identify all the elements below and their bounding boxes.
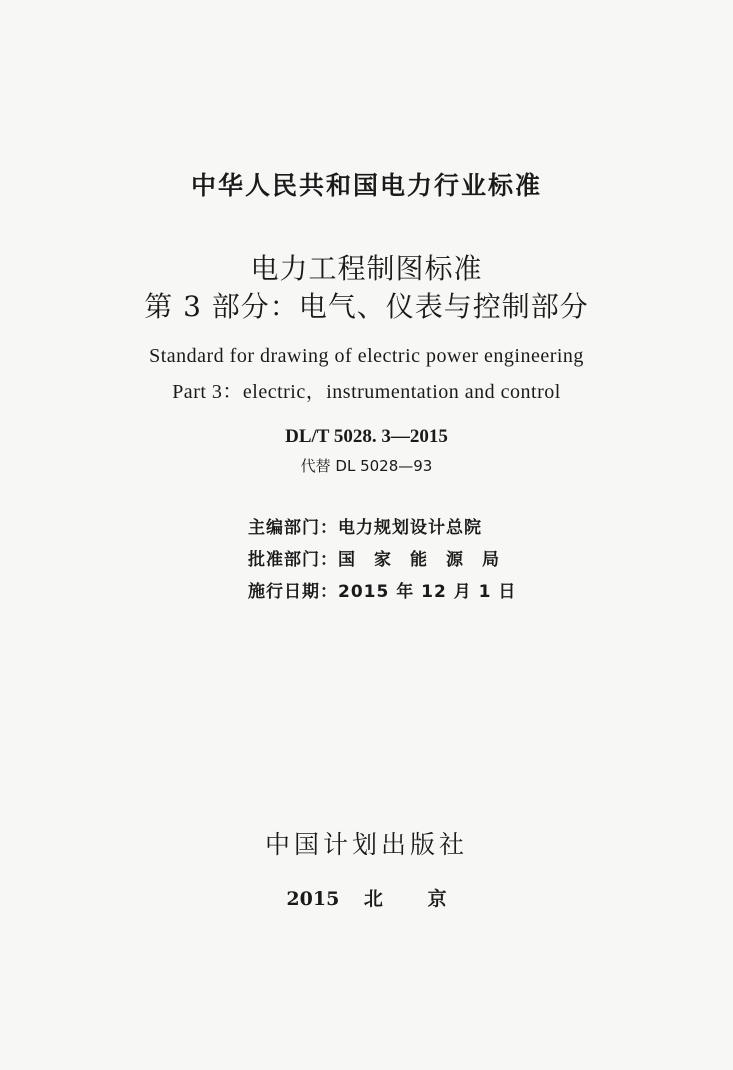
publication-city-part-2: 京 [427, 888, 447, 910]
replaces-standard: 代替 DL 5028—93 [300, 457, 433, 475]
effective-date: 施行日期：2015 年 12 月 1 日 [248, 582, 517, 602]
publication-year: 2015 [286, 888, 340, 910]
editor-department: 主编部门：电力规划设计总院 [248, 518, 482, 538]
document-title-line-2: 第 3 部分：电气、仪表与控制部分 [144, 290, 589, 323]
english-title-line-2: Part 3：electric，instrumentation and control [172, 381, 561, 403]
industry-standard-heading: 中华人民共和国电力行业标准 [190, 171, 542, 200]
standard-code: DL/T 5028. 3—2015 [285, 426, 448, 447]
publication-footer [0, 884, 733, 911]
publication-city-part-1: 北 [363, 888, 383, 910]
english-title-line-1: Standard for drawing of electric power engineering [149, 345, 584, 367]
approver-department: 批准部门：国 家 能 源 局 [248, 550, 500, 570]
document-title-line-1: 电力工程制图标准 [250, 252, 483, 285]
publisher-name: 中国计划出版社 [264, 830, 468, 859]
